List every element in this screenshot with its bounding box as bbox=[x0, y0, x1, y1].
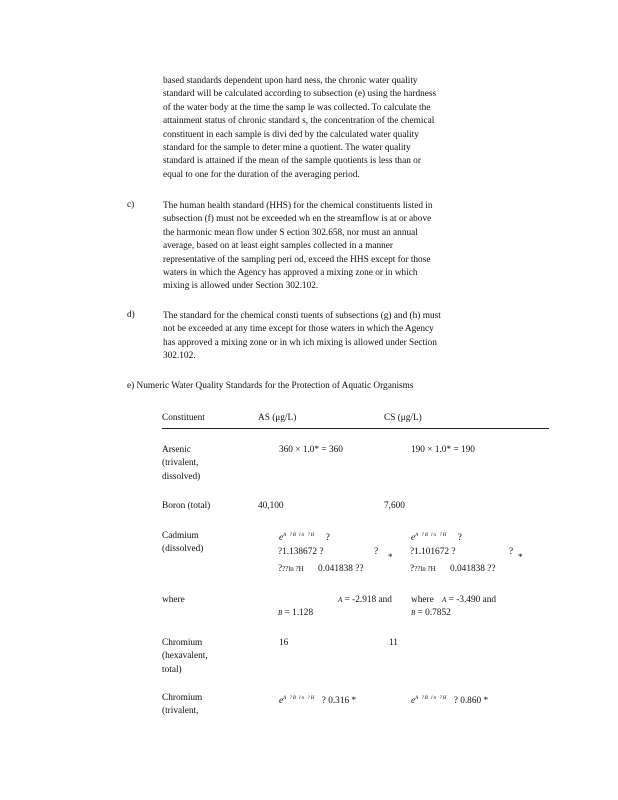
text-line: (hexavalent, bbox=[162, 651, 208, 662]
exp-bracket: ? bbox=[325, 533, 330, 544]
cadmium-cs-line1: ?1.101672 ? bbox=[410, 547, 456, 557]
bracket: ? bbox=[410, 564, 415, 574]
chromium-tri-as-formula bbox=[279, 692, 356, 709]
list-marker-d: d) bbox=[127, 310, 135, 320]
exp-base: e bbox=[411, 696, 416, 707]
text-line: standard is attained if the mean of the sample quotients is less than or bbox=[163, 156, 421, 167]
ln-term: ??ln ?H bbox=[282, 565, 304, 573]
text-line: total) bbox=[162, 664, 182, 675]
text-line: equal to one for the duration of the averaging period. bbox=[163, 169, 360, 180]
column-header-constituent: Constituent bbox=[162, 413, 205, 423]
const-term: 0.041838 ?? bbox=[450, 564, 496, 574]
constituent-boron: Boron (total) bbox=[162, 501, 211, 511]
cadmium-cs-star: * bbox=[518, 553, 523, 563]
arsenic-as-value: 360 × 1.0* = 360 bbox=[279, 445, 343, 455]
where-lead: where bbox=[411, 595, 434, 605]
text-line: Cadmium bbox=[162, 531, 199, 541]
constituent-cadmium bbox=[162, 530, 203, 557]
formula-value: ? 0.860 * bbox=[453, 696, 489, 707]
text-line: subsection (f) must not be exceeded wh en the streamflow is at or above bbox=[163, 214, 432, 225]
text-line: (dissolved) bbox=[162, 544, 204, 555]
exp-superscript: A ?B ln ?H bbox=[415, 696, 448, 701]
cadmium-cs-line2 bbox=[410, 563, 496, 576]
text-line: standard will be calculated according to subsection (e) using the hardness bbox=[163, 89, 437, 100]
text-line: mixing is allowed under Section 302.102. bbox=[163, 281, 319, 292]
text-line: not be exceeded at any time except for those waters in which the Agency bbox=[163, 324, 434, 335]
where-cs-b bbox=[411, 607, 451, 620]
a-symbol: A bbox=[442, 596, 447, 604]
b-value: = 0.7852 bbox=[417, 608, 451, 618]
text-line: (trivalent, bbox=[162, 458, 199, 469]
exp-superscript: A ?B ln ?H bbox=[415, 533, 448, 538]
a-symbol: A bbox=[338, 596, 343, 604]
cadmium-cs-exponent bbox=[411, 529, 462, 546]
cadmium-as-exponent bbox=[279, 529, 330, 546]
chromium-hex-as-value: 16 bbox=[279, 638, 289, 648]
a-value: = -2.918 and bbox=[344, 595, 392, 605]
text-line: Chromium bbox=[162, 693, 203, 703]
where-as-a bbox=[338, 594, 392, 607]
exp-bracket: ? bbox=[457, 533, 462, 544]
text-line: Chromium bbox=[162, 638, 203, 648]
where-as-b bbox=[278, 607, 313, 620]
exp-base: e bbox=[279, 696, 284, 707]
text-line: (trivalent, bbox=[162, 706, 199, 717]
cadmium-as-line2 bbox=[278, 563, 364, 576]
text-line: representative of the sampling peri od, exceed the HHS except for those bbox=[163, 254, 431, 265]
paragraph-chronic-standard bbox=[163, 75, 436, 182]
exp-base: e bbox=[279, 533, 284, 544]
exp-base: e bbox=[411, 533, 416, 544]
exp-superscript: A ?B ln ?H bbox=[283, 533, 316, 538]
arsenic-cs-value: 190 × 1.0* = 190 bbox=[411, 445, 475, 455]
cadmium-cs-line1-bracket: ? bbox=[509, 547, 514, 557]
where-cs-a bbox=[411, 594, 496, 607]
constituent-chromium-hexavalent bbox=[162, 637, 208, 677]
b-symbol: B bbox=[278, 609, 283, 617]
text-line: 302.102. bbox=[163, 351, 196, 362]
text-line: the harmonic mean flow under S ection 302.658, nor must an annual bbox=[163, 227, 418, 238]
constituent-chromium-trivalent bbox=[162, 692, 202, 719]
text-line: of the water body at the time the samp le was collected. To calculate the bbox=[163, 102, 431, 113]
section-e-heading: e) Numeric Water Quality Standards for the Protection of Aquatic Organisms bbox=[127, 381, 414, 391]
a-value: = -3.490 and bbox=[448, 595, 496, 605]
text-line: dissolved) bbox=[162, 471, 201, 482]
paragraph-c-human-health bbox=[163, 200, 433, 294]
boron-as-value: 40,100 bbox=[258, 501, 284, 511]
bracket: ? bbox=[278, 564, 283, 574]
column-header-cs: CS (μg/L) bbox=[384, 413, 422, 423]
text-line: constituent in each sample is divi ded by the calculated water quality bbox=[163, 129, 419, 140]
text-line: The standard for the chemical consti tuents of subsections (g) and (h) must bbox=[163, 311, 441, 321]
cadmium-as-line1-bracket: ? bbox=[374, 547, 379, 557]
chromium-tri-cs-formula bbox=[411, 692, 488, 709]
text-line: attainment status of chronic standard s, the concentration of the chemical bbox=[163, 116, 435, 127]
text-line: waters in which the Agency has approved a mixing zone or in which bbox=[163, 268, 418, 279]
text-line: based standards dependent upon hard ness, the chronic water quality bbox=[163, 76, 418, 86]
cadmium-as-star: * bbox=[388, 553, 393, 563]
text-line: standard for the sample to deter mine a quotient. The water quality bbox=[163, 143, 411, 154]
list-marker-c: c) bbox=[127, 200, 135, 210]
text-line: has approved a mixing zone or in wh ich mixing is allowed under Section bbox=[163, 337, 437, 348]
where-label: where bbox=[162, 595, 185, 605]
cadmium-as-line1: ?1.138672 ? bbox=[278, 547, 324, 557]
exp-superscript: A ?B ln ?H bbox=[283, 696, 316, 701]
text-line: Arsenic bbox=[162, 445, 191, 455]
const-term: 0.041838 ?? bbox=[318, 564, 364, 574]
text-line: average, based on at least eight samples collected in a manner bbox=[163, 241, 394, 252]
column-header-as: AS (μg/L) bbox=[258, 413, 297, 423]
constituent-arsenic bbox=[162, 444, 200, 484]
text-line: The human health standard (HHS) for the chemical constituents listed in bbox=[163, 201, 433, 211]
b-value: = 1.128 bbox=[284, 608, 314, 618]
b-symbol: B bbox=[411, 609, 416, 617]
table-header-rule bbox=[162, 428, 549, 429]
paragraph-d-chemical-constituents bbox=[163, 310, 441, 364]
ln-term: ??ln ?H bbox=[414, 565, 436, 573]
boron-cs-value: 7,600 bbox=[384, 501, 405, 511]
chromium-hex-cs-value: 11 bbox=[389, 638, 398, 648]
formula-value: ? 0.316 * bbox=[321, 696, 357, 707]
